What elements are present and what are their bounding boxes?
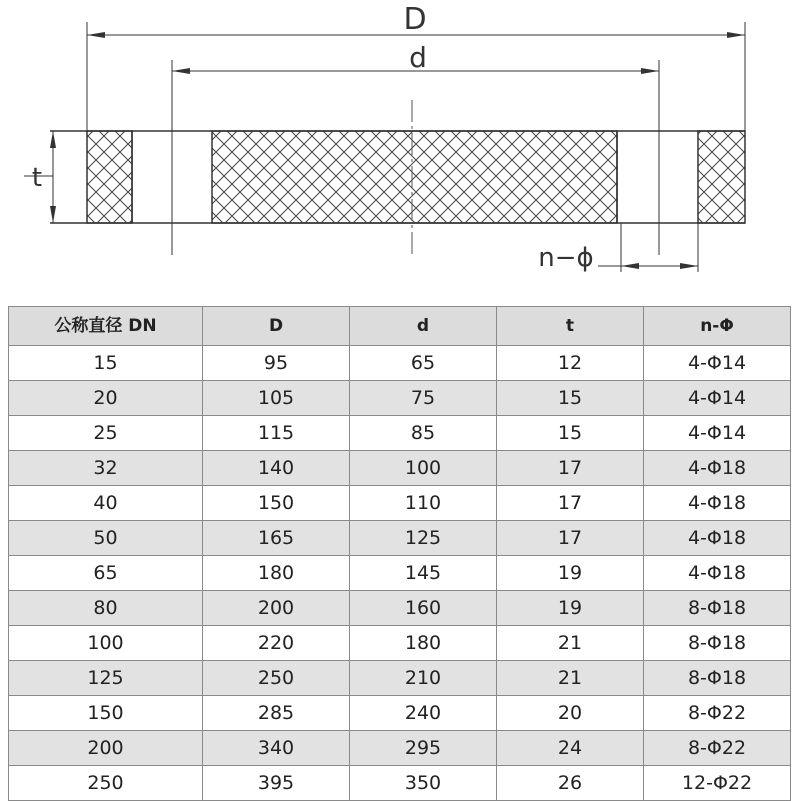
table-row [9,486,791,521]
cell-dn: 150 [9,696,203,731]
header-n-phi: n-Φ [644,307,791,346]
cell-D: 340 [203,731,350,766]
cell-t: 17 [497,521,644,556]
cell-n-phi: 8-Φ22 [644,731,791,766]
header-d: d [350,307,497,346]
cell-dn: 50 [9,521,203,556]
cell-t: 26 [497,766,644,801]
cell-dn: 80 [9,591,203,626]
cell-n-phi: 8-Φ18 [644,661,791,696]
dimension-d [172,41,659,74]
flange-drawing [0,0,800,290]
table-row [9,416,791,451]
cell-d: 145 [350,556,497,591]
cell-d: 65 [350,346,497,381]
cell-t: 15 [497,381,644,416]
cell-D: 115 [203,416,350,451]
cell-t: 21 [497,626,644,661]
cell-dn: 32 [9,451,203,486]
cell-dn: 65 [9,556,203,591]
table-row [9,591,791,626]
cell-dn: 15 [9,346,203,381]
cell-d: 125 [350,521,497,556]
cell-t: 20 [497,696,644,731]
table-header-row [9,307,791,346]
cell-d: 350 [350,766,497,801]
dimension-t [24,131,56,223]
cell-D: 395 [203,766,350,801]
cell-n-phi: 8-Φ18 [644,591,791,626]
cell-D: 220 [203,626,350,661]
cell-t: 15 [497,416,644,451]
label-d: d [409,41,427,74]
cell-t: 17 [497,451,644,486]
table-row [9,451,791,486]
table-row [9,521,791,556]
cell-t: 19 [497,591,644,626]
cell-d: 240 [350,696,497,731]
cell-d: 75 [350,381,497,416]
cell-D: 250 [203,661,350,696]
cell-d: 210 [350,661,497,696]
cell-D: 165 [203,521,350,556]
dimension-n-phi [538,243,698,273]
cell-n-phi: 4-Φ18 [644,521,791,556]
cell-t: 17 [497,486,644,521]
cell-dn: 40 [9,486,203,521]
cell-D: 200 [203,591,350,626]
cell-d: 100 [350,451,497,486]
cell-dn: 125 [9,661,203,696]
cell-dn: 20 [9,381,203,416]
label-n-phi: n−ϕ [538,243,594,273]
hatch-right [698,131,745,223]
cell-D: 140 [203,451,350,486]
table-row [9,346,791,381]
table-row [9,556,791,591]
label-D: D [403,2,427,37]
header-dn: 公称直径 DN [9,307,203,346]
cell-n-phi: 4-Φ14 [644,381,791,416]
cell-D: 150 [203,486,350,521]
cell-dn: 250 [9,766,203,801]
hatch-center [212,131,617,223]
table-row [9,766,791,801]
cell-n-phi: 4-Φ14 [644,346,791,381]
cell-t: 12 [497,346,644,381]
cell-n-phi: 4-Φ18 [644,556,791,591]
cell-d: 110 [350,486,497,521]
table-row [9,626,791,661]
table-row [9,696,791,731]
cell-d: 160 [350,591,497,626]
cell-t: 19 [497,556,644,591]
cell-d: 180 [350,626,497,661]
cell-n-phi: 4-Φ18 [644,486,791,521]
cell-d: 295 [350,731,497,766]
cell-n-phi: 4-Φ18 [644,451,791,486]
cell-n-phi: 4-Φ14 [644,416,791,451]
cell-d: 85 [350,416,497,451]
hatch-left [87,131,132,223]
flange-section [50,131,745,223]
cell-n-phi: 12-Φ22 [644,766,791,801]
cell-t: 21 [497,661,644,696]
header-t: t [497,307,644,346]
cell-n-phi: 8-Φ18 [644,626,791,661]
table-row [9,381,791,416]
dimension-D [87,2,745,38]
flange-spec-table [8,306,791,801]
cell-D: 95 [203,346,350,381]
table-row [9,731,791,766]
label-t: t [31,163,43,193]
cell-D: 105 [203,381,350,416]
table-row [9,661,791,696]
cell-n-phi: 8-Φ22 [644,696,791,731]
header-D: D [203,307,350,346]
cell-D: 285 [203,696,350,731]
cell-t: 24 [497,731,644,766]
cell-dn: 100 [9,626,203,661]
cell-dn: 200 [9,731,203,766]
cell-dn: 25 [9,416,203,451]
cell-D: 180 [203,556,350,591]
